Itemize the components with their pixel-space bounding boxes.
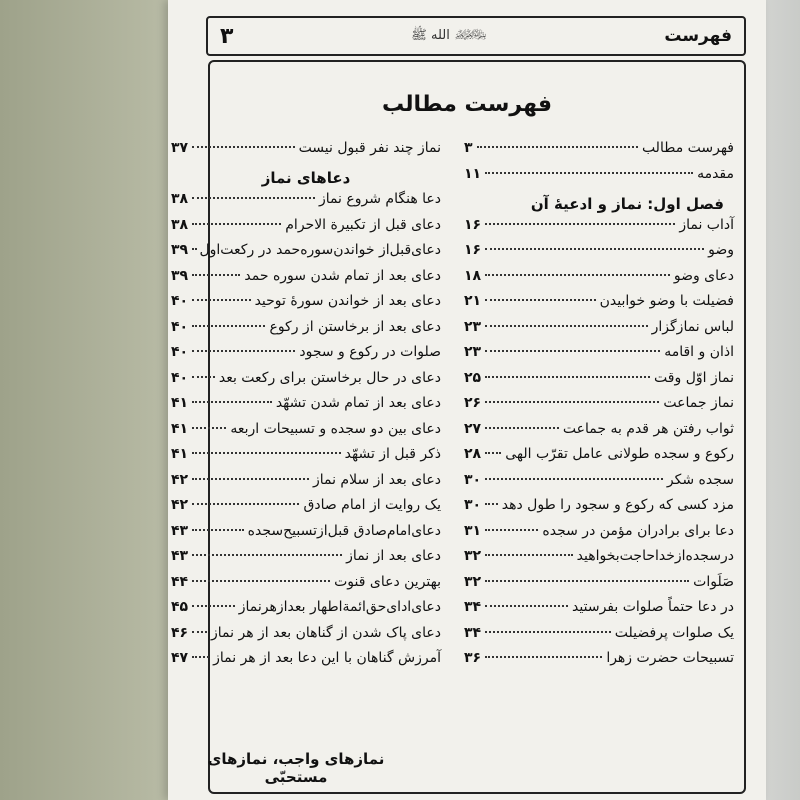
- toc-entry-title: یک صلوات پرفضیلت: [614, 624, 734, 641]
- leader-dots: [485, 580, 689, 582]
- toc-entry[interactable]: [464, 625, 734, 651]
- leader-dots: [192, 503, 299, 505]
- toc-entry-title: دعا برای برادران مؤمن در سجده: [542, 522, 734, 539]
- leader-dots: [485, 656, 602, 658]
- toc-entry-title: دعای وضو: [673, 267, 734, 284]
- leader-dots: [192, 427, 226, 429]
- toc-entry-page: ۴۴: [171, 573, 189, 590]
- toc-entry-title: دعای‌امام‌صادق قبل‌ازتسبیح‌سجده: [247, 522, 441, 539]
- toc-entry-title: مقدمه: [697, 165, 734, 182]
- toc-entry[interactable]: [464, 166, 734, 192]
- toc-entry[interactable]: [464, 650, 734, 676]
- header-title: فهرست: [664, 26, 732, 46]
- toc-entry-page: ۳۹: [171, 267, 189, 284]
- toc-entry[interactable]: [464, 497, 734, 523]
- toc-entry-title: سجده شکر: [666, 471, 734, 488]
- toc-entry[interactable]: [464, 574, 734, 600]
- toc-entry-page: ۴۶: [171, 624, 189, 641]
- toc-entry-title: یک روایت از امام صادق: [303, 497, 441, 513]
- section-heading: دعاهای نماز: [261, 169, 351, 188]
- toc-entry[interactable]: [464, 268, 734, 294]
- header-ornament-icon: ﷽ الله ﷺ: [411, 27, 487, 43]
- leader-dots: [192, 325, 265, 327]
- toc-entry-page: ۲۳: [464, 318, 482, 335]
- toc-entry[interactable]: [171, 446, 441, 472]
- toc-entry-page: ۳۱: [464, 522, 482, 539]
- toc-entry[interactable]: [171, 191, 441, 217]
- toc-entry-title: فهرست مطالب: [641, 140, 734, 156]
- toc-entry[interactable]: [464, 548, 734, 574]
- leader-dots: [192, 478, 309, 480]
- toc-entry-page: ۳۹: [171, 242, 189, 258]
- toc-left-column: [171, 140, 441, 676]
- page-number: ۳: [220, 23, 234, 49]
- leader-dots: [485, 274, 670, 276]
- leader-dots: [485, 223, 675, 225]
- toc-entry-page: ۴۳: [171, 522, 189, 539]
- leader-dots: [192, 197, 315, 199]
- toc-entry-title: دعای بین دو سجده و تسبیحات اربعه: [230, 420, 441, 437]
- toc-entry-title: صلوات در رکوع و سجود: [299, 344, 441, 360]
- toc-entry-page: ۲۶: [464, 395, 482, 411]
- leader-dots: [192, 580, 330, 582]
- toc-entry-page: ۱۶: [464, 216, 482, 233]
- leader-dots: [192, 401, 272, 403]
- toc-entry-page: ۱۱: [464, 165, 482, 182]
- toc-entry-page: ۲۳: [464, 344, 482, 360]
- toc-entry-page: ۲۸: [464, 446, 482, 462]
- leader-dots: [192, 452, 341, 454]
- leader-dots: [477, 146, 638, 148]
- toc-entry-page: ۴۱: [171, 395, 189, 411]
- toc-entry-title: صَلَوات: [693, 573, 734, 590]
- leader-dots: [192, 605, 235, 607]
- toc-entry-page: ۳۲: [464, 548, 482, 564]
- leader-dots: [485, 248, 704, 250]
- book-page: [168, 0, 766, 800]
- toc-entry-page: ۴۰: [171, 293, 189, 309]
- toc-entry[interactable]: [171, 497, 441, 523]
- toc-entry-title: نماز جماعت: [663, 395, 734, 411]
- toc-entry[interactable]: [464, 344, 734, 370]
- toc-entry-title: بهترین دعای قنوت: [334, 573, 441, 590]
- leader-dots: [485, 172, 693, 174]
- leader-dots: [485, 605, 568, 607]
- toc-entry-page: ۴۲: [171, 497, 189, 513]
- toc-entry-page: ۳۰: [464, 471, 482, 488]
- toc-entry[interactable]: [171, 625, 441, 651]
- toc-entry-page: ۴۳: [171, 548, 189, 564]
- leader-dots: [192, 350, 295, 352]
- toc-entry-title: نماز اوّل وقت: [654, 369, 734, 386]
- toc-entry-page: ۴۰: [171, 344, 189, 360]
- toc-entry[interactable]: [171, 574, 441, 600]
- toc-entry-title: دعای‌ادای‌حق‌ائمةاطهار بعدازهرنماز: [238, 599, 441, 615]
- toc-entry[interactable]: [464, 446, 734, 472]
- toc-entry-title: وضو: [708, 242, 734, 258]
- toc-entry[interactable]: [464, 217, 734, 243]
- toc-entry-page: ۳: [464, 140, 473, 156]
- toc-entry-page: ۴۵: [171, 599, 189, 615]
- toc-entry[interactable]: [171, 344, 441, 370]
- toc-entry-page: ۳۶: [464, 650, 482, 666]
- toc-entry-title: فضیلت با وضو خوابیدن: [599, 293, 734, 309]
- toc-entry[interactable]: [171, 650, 441, 676]
- section-heading: فصل اول: نماز و ادعيهٔ آن: [530, 194, 724, 213]
- toc-entry-title: آداب نماز: [679, 216, 734, 233]
- toc-entry-page: ۲۱: [464, 293, 482, 309]
- toc-entry[interactable]: [171, 548, 441, 574]
- leader-dots: [192, 248, 195, 250]
- toc-entry[interactable]: [171, 319, 441, 345]
- toc-entry-title: دعای بعد از برخاستن از رکوع: [269, 318, 441, 335]
- leader-dots: [485, 325, 648, 327]
- toc-entry-page: ۳۴: [464, 599, 482, 615]
- toc-entry[interactable]: [464, 421, 734, 447]
- toc-entry-title: دعا هنگام شروع نماز: [318, 191, 441, 207]
- leader-dots: [485, 299, 596, 301]
- leader-dots: [192, 554, 342, 556]
- toc-entry[interactable]: [464, 293, 734, 319]
- toc-entry-page: ۴۱: [171, 420, 189, 437]
- toc-entry[interactable]: [171, 268, 441, 294]
- toc-entry-title: اذان و اقامه: [664, 344, 734, 360]
- leader-dots: [485, 427, 559, 429]
- leader-dots: [485, 452, 501, 454]
- toc-entry[interactable]: [464, 242, 734, 268]
- leader-dots: [485, 529, 538, 531]
- section-heading: نمازهای واجب، نمازهای مستحبّی: [207, 750, 385, 786]
- toc-entry-page: ۳۴: [464, 624, 482, 641]
- toc-entry-title: تسبیحات حضرت زهرا: [606, 650, 734, 666]
- leader-dots: [485, 631, 611, 633]
- leader-dots: [485, 554, 573, 556]
- toc-right-column: [464, 140, 734, 676]
- leader-dots: [485, 401, 659, 403]
- toc-entry[interactable]: [464, 395, 734, 421]
- toc-entry-title: ذکر قبل از تشهّد: [344, 446, 441, 462]
- toc-entry[interactable]: [464, 370, 734, 396]
- toc-entry-title: دعای بعد از سلام نماز: [312, 471, 441, 488]
- toc-entry-title: دعای‌قبل‌از خواندن‌سوره‌حمد در رکعت‌اول: [199, 242, 441, 258]
- toc-entry-page: ۳۸: [171, 216, 189, 233]
- toc-entry-page: ۲۵: [464, 369, 482, 386]
- toc-entry[interactable]: [171, 395, 441, 421]
- page-title: فهرست مطالب: [381, 92, 553, 117]
- leader-dots: [485, 503, 498, 505]
- toc-entry-page: ۳۸: [171, 191, 189, 207]
- toc-entry-page: ۴۱: [171, 446, 189, 462]
- leader-dots: [192, 299, 250, 301]
- toc-entry-title: دعای بعد از تمام شدن تشهّد: [275, 395, 441, 411]
- toc-entry-title: رکوع و سجده طولانی عامل تقرّب الهی: [505, 446, 734, 462]
- leader-dots: [192, 223, 281, 225]
- page-header: [206, 16, 746, 56]
- toc-entry-title: دعای بعد از نماز: [346, 548, 441, 564]
- toc-entry-title: دعای بعد از خواندن سورهٔ توحید: [254, 293, 441, 309]
- toc-entry[interactable]: [171, 370, 441, 396]
- leader-dots: [192, 376, 215, 378]
- toc-entry-title: دعای در حال برخاستن برای رکعت بعد: [218, 369, 441, 386]
- toc-entry[interactable]: [464, 523, 734, 549]
- toc-entry-title: درسجده‌ازخداحاجت‌بخواهید: [576, 548, 734, 564]
- toc-entry[interactable]: [171, 421, 441, 447]
- leader-dots: [192, 529, 244, 531]
- toc-entry-page: ۳۷: [171, 140, 189, 156]
- toc-entry[interactable]: [464, 599, 734, 625]
- toc-entry-title: لباس نمازگزار: [651, 318, 734, 335]
- leader-dots: [192, 274, 240, 276]
- toc-entry[interactable]: [171, 523, 441, 549]
- leader-dots: [485, 350, 660, 352]
- toc-entry-title: دعای قبل از تکبیرة الاحرام: [285, 216, 441, 233]
- toc-entry[interactable]: [171, 472, 441, 498]
- toc-entry-title: مزد کسی که رکوع و سجود را طول دهد: [501, 497, 734, 513]
- toc-entry[interactable]: [464, 140, 734, 166]
- toc-entry-page: ۴۲: [171, 471, 189, 488]
- toc-entry-page: ۱۶: [464, 242, 482, 258]
- toc-entry-page: ۴۰: [171, 369, 189, 386]
- toc-entry-title: دعای پاک شدن از گناهان بعد از هر نماز: [211, 624, 441, 641]
- leader-dots: [192, 631, 207, 633]
- toc-entry-page: ۴۰: [171, 318, 189, 335]
- toc-entry[interactable]: [171, 217, 441, 243]
- toc-entry-title: نماز چند نفر قبول نیست: [298, 140, 441, 156]
- toc-entry[interactable]: [171, 242, 441, 268]
- toc-entry-page: ۲۷: [464, 420, 482, 437]
- toc-entry[interactable]: [171, 293, 441, 319]
- toc-entry-title: ثواب رفتن هر قدم به جماعت: [562, 420, 734, 437]
- toc-entry[interactable]: [464, 319, 734, 345]
- leader-dots: [485, 376, 650, 378]
- leader-dots: [485, 478, 663, 480]
- toc-entry-page: ۱۸: [464, 267, 482, 284]
- toc-entry-page: ۳۰: [464, 497, 482, 513]
- toc-entry-title: دعای بعد از تمام شدن سوره حمد: [244, 267, 441, 284]
- toc-entry[interactable]: [171, 599, 441, 625]
- toc-entry-title: در دعا حتماً صلوات بفرستید: [572, 599, 734, 615]
- leader-dots: [192, 146, 294, 148]
- toc-entry-title: آمرزش گناهان با این دعا بعد از هر نماز: [213, 650, 441, 666]
- leader-dots: [192, 656, 209, 658]
- toc-entry[interactable]: [464, 472, 734, 498]
- toc-entry-page: ۳۲: [464, 573, 482, 590]
- toc-entry[interactable]: [171, 140, 441, 166]
- toc-entry-page: ۴۷: [171, 650, 189, 666]
